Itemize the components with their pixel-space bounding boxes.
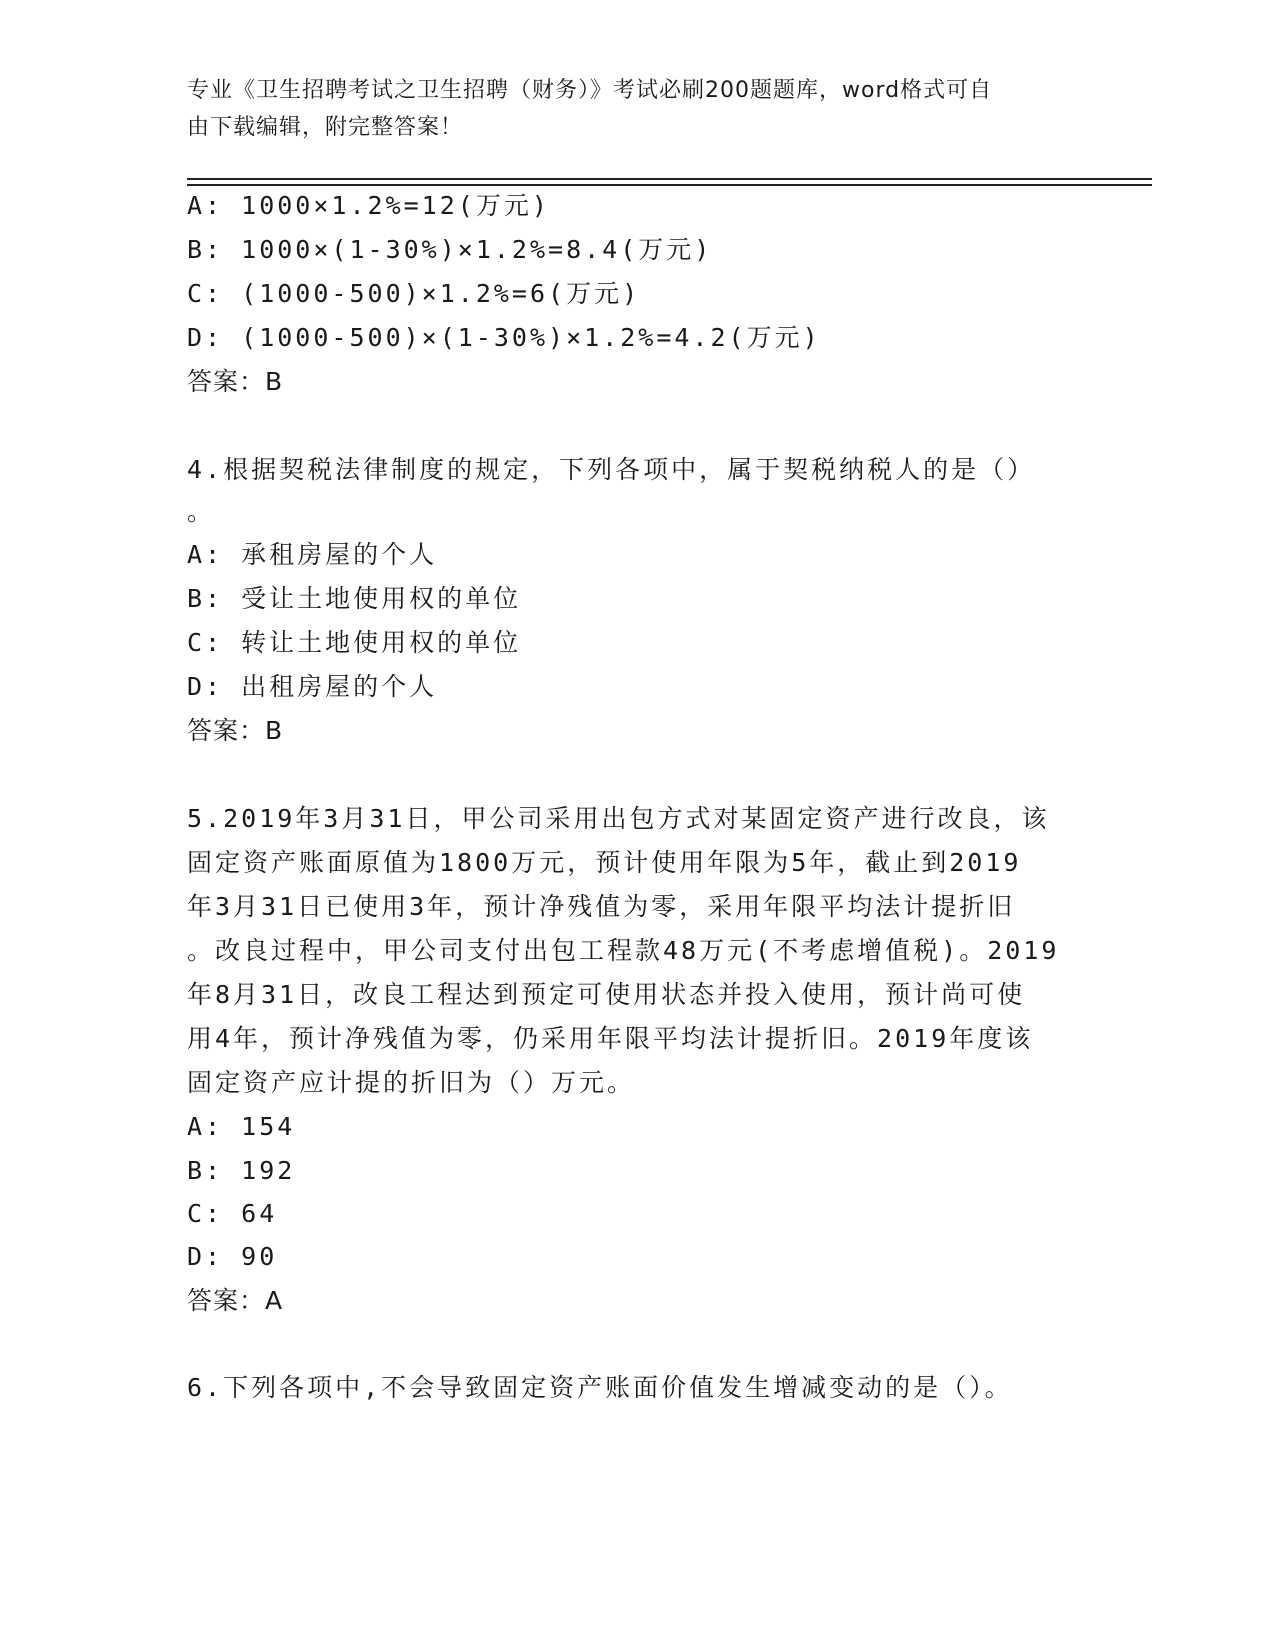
q5-stem-line-1: 5.2019年3月31日，甲公司采用出包方式对某固定资产进行改良，该 <box>187 804 1050 833</box>
header-rule-bottom <box>187 184 1152 186</box>
q5-option-d: D: 90 <box>187 1242 278 1271</box>
q4-answer: 答案：B <box>187 716 284 745</box>
q4-option-b: B: 受让土地使用权的单位 <box>187 584 522 613</box>
header-line-2: 由下载编辑，附完整答案！ <box>187 115 464 140</box>
q3-option-b: B: 1000×(1-30%)×1.2%=8.4(万元) <box>187 235 713 264</box>
q4-stem-line-1: 4.根据契税法律制度的规定，下列各项中，属于契税纳税人的是（） <box>187 455 1036 484</box>
header-line-1: 专业《卫生招聘考试之卫生招聘（财务）》考试必刷200题题库，word格式可自 <box>187 78 993 103</box>
q6-stem-line-1: 6.下列各项中,不会导致固定资产账面价值发生增减变动的是（）。 <box>187 1373 1013 1402</box>
q4-option-d: D: 出租房屋的个人 <box>187 672 438 701</box>
q5-stem-line-5: 年8月31日，改良工程达到预定可使用状态并投入使用，预计尚可使 <box>187 980 1026 1009</box>
q4-stem-line-2: 。 <box>187 497 216 526</box>
q5-stem-line-2: 固定资产账面原值为1800万元，预计使用年限为5年，截止到2019 <box>187 848 1022 877</box>
header-rule-top <box>187 178 1152 180</box>
q5-option-a: A: 154 <box>187 1112 296 1141</box>
q5-option-b: B: 192 <box>187 1156 296 1185</box>
q4-option-c: C: 转让土地使用权的单位 <box>187 628 522 657</box>
q5-option-c: C: 64 <box>187 1199 278 1228</box>
q5-stem-line-7: 固定资产应计提的折旧为（）万元。 <box>187 1068 636 1097</box>
q3-option-a: A: 1000×1.2%=12(万元) <box>187 191 550 220</box>
q5-stem-line-3: 年3月31日已使用3年，预计净残值为零，采用年限平均法计提折旧 <box>187 892 1016 921</box>
q3-option-c: C: (1000-500)×1.2%=6(万元) <box>187 279 641 308</box>
q4-option-a: A: 承租房屋的个人 <box>187 540 438 569</box>
q3-option-d: D: (1000-500)×(1-30%)×1.2%=4.2(万元) <box>187 323 821 352</box>
q5-stem-line-6: 用4年，预计净残值为零，仍采用年限平均法计提折旧。2019年度该 <box>187 1024 1034 1053</box>
q5-stem-line-4: 。改良过程中，甲公司支付出包工程款48万元(不考虑增值税)。2019 <box>187 936 1060 965</box>
q3-answer: 答案：B <box>187 367 284 396</box>
q5-answer: 答案：A <box>187 1286 284 1315</box>
document-header <box>187 72 1067 146</box>
